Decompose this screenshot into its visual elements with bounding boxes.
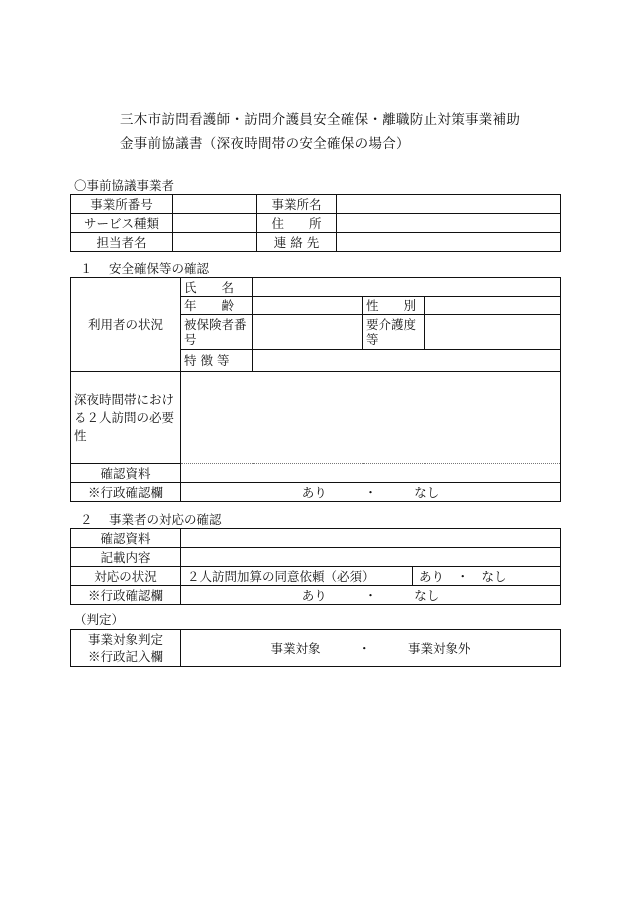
contact-field[interactable]	[337, 233, 561, 252]
section2-confirm-doc-field[interactable]	[181, 529, 561, 548]
age-field[interactable]	[253, 297, 363, 315]
age-label: 年 齢	[181, 297, 253, 315]
section2-confirm-doc-label: 確認資料	[71, 529, 181, 548]
office-number-label: 事業所番号	[71, 195, 173, 214]
confirm-doc-label: 確認資料	[71, 464, 181, 483]
user-status-label: 利用者の状況	[71, 278, 181, 372]
provider-table	[70, 194, 561, 252]
section2-heading: ２ 事業者の対応の確認	[80, 512, 222, 527]
office-name-field[interactable]	[337, 195, 561, 214]
gender-field[interactable]	[425, 297, 561, 315]
judgment-heading: （判定）	[74, 612, 125, 627]
office-number-field[interactable]	[173, 195, 257, 214]
consent-options[interactable]: あり ・ なし	[413, 567, 561, 586]
gender-label: 性 別	[363, 297, 425, 315]
provider-section-heading: 〇事前協議事業者	[74, 178, 175, 193]
confirm-doc-field[interactable]	[181, 464, 561, 483]
section2-table	[70, 528, 561, 605]
section2-admin-check-label: ※行政確認欄	[71, 586, 181, 605]
contact-person-label: 担当者名	[71, 233, 173, 252]
service-type-label: サービス種類	[71, 214, 173, 233]
contact-person-field[interactable]	[173, 233, 257, 252]
consent-request: ２人訪問加算の同意依頼（必須）	[181, 567, 413, 586]
necessity-label: 深夜時間帯における２人訪問の必要性	[71, 372, 181, 464]
judgment-table	[70, 629, 561, 667]
section2-admin-check-options[interactable]: あり ・ なし	[181, 586, 561, 605]
features-field[interactable]	[253, 350, 561, 372]
address-field[interactable]	[337, 214, 561, 233]
document-title	[120, 108, 520, 156]
admin-check-options[interactable]: あり ・ なし	[181, 483, 561, 502]
service-type-field[interactable]	[173, 214, 257, 233]
insured-number-label: 被保険者番号	[181, 315, 253, 350]
name-label: 氏 名	[181, 278, 253, 297]
care-level-field[interactable]	[425, 315, 561, 350]
title-line-1: 三木市訪問看護師・訪問介護員安全確保・離職防止対策事業補助	[120, 112, 521, 128]
judgment-label-line-2: ※行政記入欄	[87, 649, 163, 664]
necessity-field[interactable]	[181, 372, 561, 464]
judgment-label-line-1: 事業対象判定	[87, 632, 163, 647]
insured-number-field[interactable]	[253, 315, 363, 350]
judgment-options[interactable]: 事業対象 ・ 事業対象外	[181, 630, 561, 667]
judgment-label	[71, 630, 181, 667]
section1-heading: １ 安全確保等の確認	[80, 261, 209, 276]
title-line-2: 金事前協議書（深夜時間帯の安全確保の場合）	[120, 136, 410, 152]
office-name-label: 事業所名	[257, 195, 337, 214]
response-label: 対応の状況	[71, 567, 181, 586]
features-label: 特 徴 等	[181, 350, 253, 372]
contact-label: 連 絡 先	[257, 233, 337, 252]
address-label: 住 所	[257, 214, 337, 233]
content-label: 記載内容	[71, 548, 181, 567]
care-level-label: 要介護度等	[363, 315, 425, 350]
name-field[interactable]	[253, 278, 561, 297]
section1-table	[70, 277, 561, 502]
admin-check-label: ※行政確認欄	[71, 483, 181, 502]
content-field[interactable]	[181, 548, 561, 567]
